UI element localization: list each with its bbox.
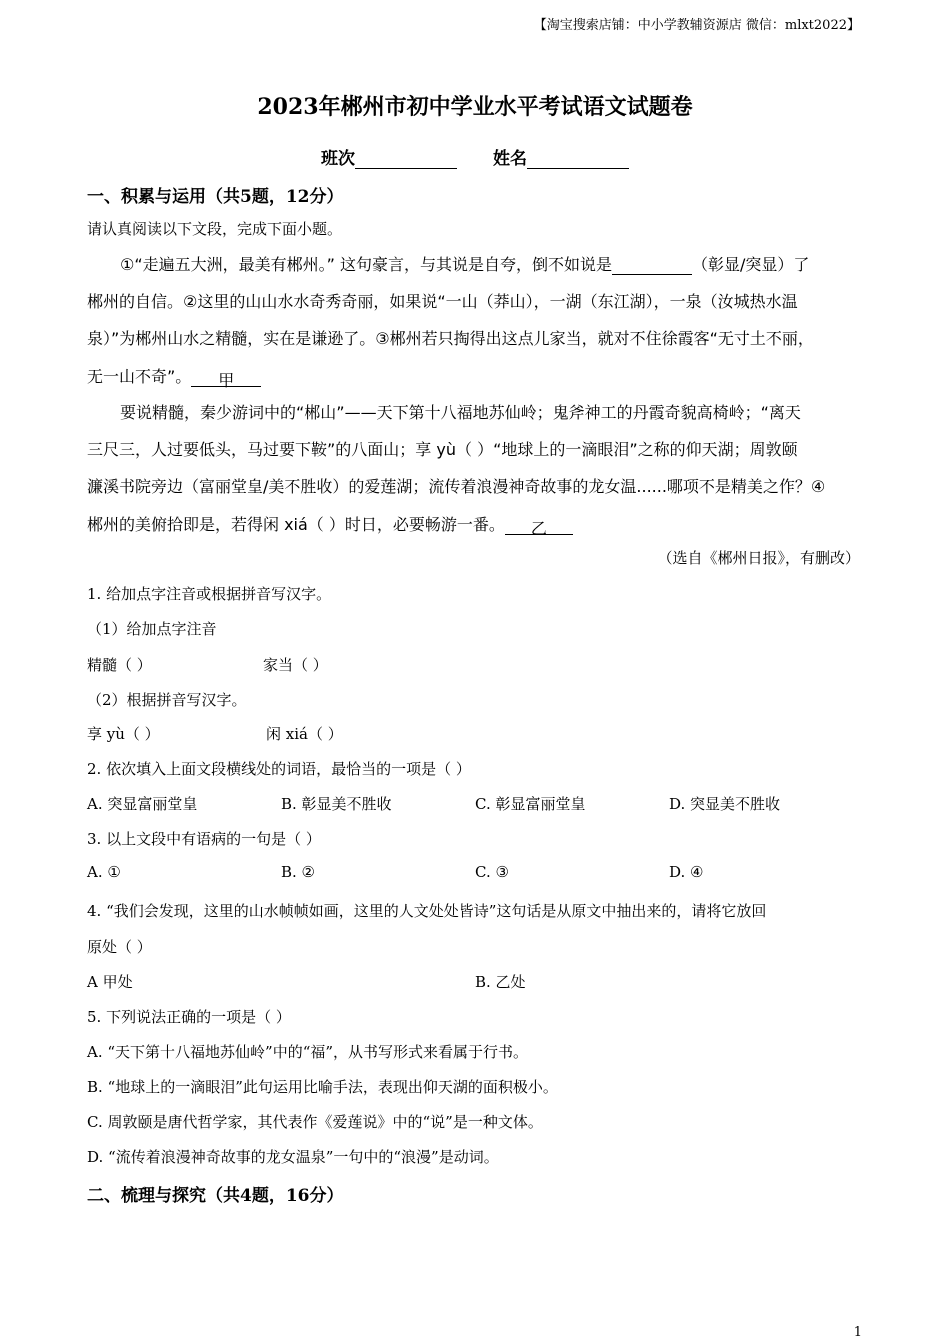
source-note: （选自《郴州日报》，有删改） [657, 549, 860, 567]
q5-option: C. 周敦颐是唐代哲学家，其代表作《爱莲说》中的“说”是一种文体。 [87, 1113, 543, 1131]
name-label: 姓名 [493, 149, 527, 169]
q1-part2-a: 享 yù（ ） [87, 725, 160, 743]
q4-stem: 4. “我们会发现，这里的山水帧帧如画，这里的人文处处皆诗”这句话是从原文中抽出来的，请将它放回 [87, 902, 767, 920]
q2-option: A. 突显富丽堂皇 [87, 795, 198, 813]
passage-line: 郴州的美俯拾即是，若得闲 xiá（ ）时日，必要畅游一番。 乙 [87, 512, 871, 535]
q4-stem-cont: 原处（ ） [87, 938, 152, 956]
q3-option: D. ④ [669, 863, 704, 881]
q1-stem: 1. 给加点字注音或根据拼音写汉字。 [87, 585, 332, 603]
q2-option: D. 突显美不胜收 [669, 795, 781, 813]
passage-line: 要说精髓，秦少游词中的“郴山”——天下第十八福地苏仙岭；鬼斧神工的丹霞奇貌高椅岭；“离天 [120, 403, 801, 422]
page-title: 2023年郴州市初中学业水平考试语文试题卷 [257, 94, 693, 120]
q2-option: B. 彰显美不胜收 [281, 795, 392, 813]
q5-option: D. “流传着浪漫神奇故事的龙女温泉”一句中的“浪漫”是动词。 [87, 1148, 499, 1166]
q3-option: C. ③ [475, 863, 509, 881]
passage-line: ①“走遍五大洲，最美有郴州。” 这句豪言，与其说是自夸，倒不如说是 （彰显/突显）了 [120, 255, 810, 274]
q1-part1: （1）给加点字注音 [87, 620, 217, 638]
q5-option: B. “地球上的一滴眼泪”此句运用比喻手法，表现出仰天湖的面积极小。 [87, 1078, 558, 1096]
q4-option: A 甲处 [87, 973, 133, 991]
q2-stem: 2. 依次填入上面文段横线处的词语，最恰当的一项是（ ） [87, 760, 471, 778]
q4-option: B. 乙处 [475, 973, 526, 991]
class-blank [355, 150, 457, 169]
q3-option: A. ① [87, 863, 121, 881]
section2-heading: 二、梳理与探究（共4题，16分） [87, 1186, 344, 1206]
passage-line: 三尺三，人过要低头，马过要下鞍”的八面山；享 yù（ ）“地球上的一滴眼泪”之称的仰天湖；周敦颐 [87, 440, 798, 459]
mark-yi: 乙 [505, 516, 573, 535]
q1-part2: （2）根据拼音写汉字。 [87, 691, 247, 709]
mark-jia: 甲 [191, 368, 261, 387]
name-blank [527, 150, 629, 169]
page-number: 1 [853, 1325, 862, 1340]
instruction: 请认真阅读以下文段，完成下面小题。 [87, 220, 343, 238]
section1-heading: 一、积累与运用（共5题，12分） [87, 187, 344, 207]
passage-line: 泉）”为郴州山水之精髓，实在是谦逊了。③郴州若只掏得出这点儿家当，就对不住徐霞客“无寸土不丽， [87, 329, 814, 348]
passage-line: 濂溪书院旁边（富丽堂皇/美不胜收）的爱莲湖；流传着浪漫神奇故事的龙女温......哪项不是精美之作？④ [87, 477, 826, 496]
q5-stem: 5. 下列说法正确的一项是（ ） [87, 1008, 291, 1026]
q3-stem: 3. 以上文段中有语病的一句是（ ） [87, 830, 321, 848]
q2-option: C. 彰显富丽堂皇 [475, 795, 586, 813]
fill-blank [612, 256, 692, 275]
q1-part1-a: 精髓（ ） [87, 656, 152, 674]
class-label: 班次 [321, 149, 355, 169]
q5-option: A. “天下第十八福地苏仙岭”中的“福”，从书写形式来看属于行书。 [87, 1043, 529, 1061]
q1-part1-b: 家当（ ） [263, 656, 328, 674]
student-info-line [0, 144, 950, 169]
q3-option: B. ② [281, 863, 316, 881]
q1-part2-b: 闲 xiá（ ） [266, 725, 343, 743]
header-note: 【淘宝搜索店铺：中小学教辅资源店 微信：mlxt2022】 [533, 18, 860, 33]
passage-line: 郴州的自信。②这里的山山水水奇秀奇丽，如果说“一山（莽山），一湖（东江湖），一泉（汝城热水温 [87, 292, 798, 311]
passage-line: 无一山不奇”。 甲 [87, 364, 871, 387]
